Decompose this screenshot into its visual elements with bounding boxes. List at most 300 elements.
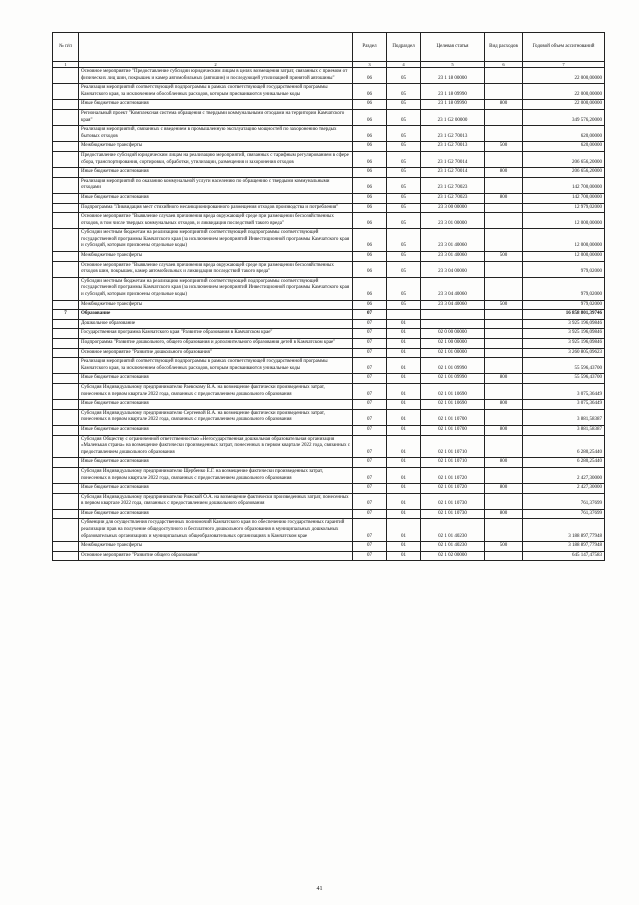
row-subsection: 01 xyxy=(387,339,421,349)
row-expense: 500 xyxy=(485,542,523,552)
row-amount: 16 858 801,39746 xyxy=(523,310,605,320)
row-expense xyxy=(485,519,523,542)
header-subsection: Подраздел xyxy=(387,33,421,62)
row-target: 02 1 01 10710 xyxy=(421,458,485,468)
row-amount: 12 000,00000 xyxy=(523,229,605,252)
table-row xyxy=(53,300,605,310)
row-expense xyxy=(485,203,523,213)
row-amount: 142 700,00000 xyxy=(523,193,605,203)
row-section: 07 xyxy=(353,358,387,374)
row-subsection: 01 xyxy=(387,425,421,435)
header-num: № п/п xyxy=(53,33,79,62)
table-row xyxy=(53,435,605,458)
row-section: 07 xyxy=(353,339,387,349)
column-number: 3 xyxy=(353,62,387,68)
row-section: 07 xyxy=(353,348,387,358)
page-number: 41 xyxy=(316,886,323,892)
row-name: Региональный проект "Комплексная система обращения с твердыми коммунальными отходами на территории Камчатского края" xyxy=(79,109,353,125)
row-subsection: 05 xyxy=(387,109,421,125)
row-subsection: 05 xyxy=(387,126,421,142)
row-expense: 500 xyxy=(485,142,523,152)
row-subsection: 05 xyxy=(387,300,421,310)
row-target: 02 1 01 40230 xyxy=(421,519,485,542)
row-subsection: 05 xyxy=(387,151,421,167)
row-expense xyxy=(485,493,523,509)
row-number xyxy=(53,435,79,458)
row-section: 06 xyxy=(353,84,387,100)
row-section: 06 xyxy=(353,151,387,167)
row-expense xyxy=(485,348,523,358)
row-section: 07 xyxy=(353,400,387,410)
table-row xyxy=(53,551,605,561)
row-amount: 3 925 196,09846 xyxy=(523,329,605,339)
row-section: 06 xyxy=(353,203,387,213)
row-target: 02 1 01 10730 xyxy=(421,493,485,509)
row-subsection: 01 xyxy=(387,519,421,542)
row-number xyxy=(53,551,79,561)
row-expense: 500 xyxy=(485,252,523,262)
row-amount: 6 280,25440 xyxy=(523,435,605,458)
row-name: Субсидия Индивидуальному предпринимателю Рижской О.А. на возмещение фактически произведенных затрат, понесенных в первом квартале 2022 года, связанных с предоставлением дошкольного образования xyxy=(79,493,353,509)
row-amount: 349 576,20000 xyxy=(523,109,605,125)
row-target: 02 1 01 09990 xyxy=(421,358,485,374)
row-amount: 2 427,30000 xyxy=(523,467,605,483)
row-amount: 55 596,43700 xyxy=(523,358,605,374)
row-number xyxy=(53,142,79,152)
row-target: 02 1 02 00000 xyxy=(421,551,485,561)
row-target xyxy=(421,310,485,320)
table-body xyxy=(53,68,605,561)
table-row xyxy=(53,493,605,509)
row-target: 23 3 04 40060 xyxy=(421,300,485,310)
row-target: 02 1 01 10720 xyxy=(421,467,485,483)
row-amount: 979,02000 xyxy=(523,261,605,277)
row-section: 07 xyxy=(353,374,387,384)
row-name: Межбюджетные трансферты xyxy=(79,252,353,262)
row-number xyxy=(53,229,79,252)
row-target: 02 1 01 10720 xyxy=(421,484,485,494)
row-target: 02 1 01 40230 xyxy=(421,542,485,552)
row-section: 07 xyxy=(353,329,387,339)
row-number xyxy=(53,168,79,178)
row-name: Субвенции для осуществления государственных полномочий Камчатского края по обеспечению государственных гарантий реализации прав на получение общедоступного и бесплатного дошкольного образования в муниципальных дошкольных образовательных организациях и муниципальных общеобразовательных организациях в Камчатском крае xyxy=(79,519,353,542)
row-expense xyxy=(485,358,523,374)
row-name: Основное мероприятие "Развитие дошкольного образования" xyxy=(79,348,353,358)
row-number xyxy=(53,358,79,374)
row-section: 06 xyxy=(353,109,387,125)
row-expense xyxy=(485,319,523,329)
row-subsection: 01 xyxy=(387,551,421,561)
row-subsection: 01 xyxy=(387,458,421,468)
table-row xyxy=(53,519,605,542)
table-row xyxy=(53,484,605,494)
row-amount: 22 000,00000 xyxy=(523,84,605,100)
column-number: 7 xyxy=(523,62,605,68)
row-expense xyxy=(485,310,523,320)
row-name: Реализация мероприятий, связанных с введением в промышленную эксплуатацию мощностей по захоронению твердых бытовых отходов xyxy=(79,126,353,142)
row-amount: 645 147,47583 xyxy=(523,551,605,561)
table-row xyxy=(53,458,605,468)
row-expense xyxy=(485,109,523,125)
row-number xyxy=(53,509,79,519)
row-amount: 55 596,43700 xyxy=(523,374,605,384)
row-name: Образование xyxy=(79,310,353,320)
row-amount: 761,37699 xyxy=(523,509,605,519)
row-amount: 620,00000 xyxy=(523,142,605,152)
row-amount: 22 000,00000 xyxy=(523,68,605,84)
row-name: Субсидия Индивидуальному предпринимателю Щербенко Е.Г. на возмещение фактически произведенных затрат, понесенных в первом квартале 2022 года, связанных с предоставлением дошкольного образования xyxy=(79,467,353,483)
table-row xyxy=(53,109,605,125)
table-row xyxy=(53,339,605,349)
row-amount: 22 000,00000 xyxy=(523,100,605,110)
row-expense xyxy=(485,277,523,300)
row-number xyxy=(53,277,79,300)
row-section: 06 xyxy=(353,142,387,152)
row-target: 23 3 00 00000 xyxy=(421,203,485,213)
row-number xyxy=(53,339,79,349)
header-name xyxy=(79,33,353,62)
row-name: Межбюджетные трансферты xyxy=(79,300,353,310)
row-subsection: 05 xyxy=(387,252,421,262)
row-target: 23 1 G2 70013 xyxy=(421,126,485,142)
row-name: Межбюджетные трансферты xyxy=(79,142,353,152)
row-expense xyxy=(485,339,523,349)
table-row xyxy=(53,193,605,203)
row-target: 23 3 01 40060 xyxy=(421,229,485,252)
row-target: 23 1 G2 70023 xyxy=(421,177,485,193)
row-subsection: 05 xyxy=(387,229,421,252)
column-number: 4 xyxy=(387,62,421,68)
column-number: 6 xyxy=(485,62,523,68)
row-amount: 979,02000 xyxy=(523,300,605,310)
row-subsection: 05 xyxy=(387,277,421,300)
row-name: Иные бюджетные ассигнования xyxy=(79,509,353,519)
row-number xyxy=(53,493,79,509)
row-expense xyxy=(485,409,523,425)
row-section: 07 xyxy=(353,484,387,494)
row-subsection: 01 xyxy=(387,348,421,358)
row-target: 23 3 01 40060 xyxy=(421,252,485,262)
row-name: Иные бюджетные ассигнования xyxy=(79,374,353,384)
table-row xyxy=(53,319,605,329)
row-amount: 3 075,36449 xyxy=(523,383,605,399)
table-row xyxy=(53,329,605,339)
table-row xyxy=(53,261,605,277)
row-name: Иные бюджетные ассигнования xyxy=(79,400,353,410)
row-expense: 800 xyxy=(485,484,523,494)
row-expense xyxy=(485,84,523,100)
row-target: 23 1 G2 70014 xyxy=(421,151,485,167)
row-name: Государственная программа Камчатского края "Развитие образования в Камчатском крае" xyxy=(79,329,353,339)
row-number xyxy=(53,151,79,167)
row-number xyxy=(53,484,79,494)
row-expense xyxy=(485,151,523,167)
table-row xyxy=(53,100,605,110)
row-section: 06 xyxy=(353,277,387,300)
row-subsection: 01 xyxy=(387,435,421,458)
row-expense xyxy=(485,177,523,193)
row-target: 23 1 18 09990 xyxy=(421,100,485,110)
table-row xyxy=(53,126,605,142)
table-row xyxy=(53,177,605,193)
row-name: Дошкольное образование xyxy=(79,319,353,329)
row-section: 06 xyxy=(353,100,387,110)
row-amount: 3 260 805,09623 xyxy=(523,348,605,358)
row-section: 06 xyxy=(353,261,387,277)
table-row xyxy=(53,509,605,519)
table-row xyxy=(53,374,605,384)
row-number xyxy=(53,383,79,399)
row-subsection: 01 xyxy=(387,509,421,519)
table-row xyxy=(53,229,605,252)
row-amount: 3 925 196,09846 xyxy=(523,339,605,349)
row-subsection: 05 xyxy=(387,142,421,152)
table-row xyxy=(53,252,605,262)
column-number: 1 xyxy=(53,62,79,68)
row-number xyxy=(53,300,79,310)
row-amount: 2 427,30000 xyxy=(523,484,605,494)
row-expense xyxy=(485,435,523,458)
row-subsection: 05 xyxy=(387,203,421,213)
row-number xyxy=(53,458,79,468)
row-section: 07 xyxy=(353,409,387,425)
row-amount: 6 280,25440 xyxy=(523,458,605,468)
row-name: Реализация мероприятий соответствующей подпрограммы в рамках соответствующей государственной программы Камчатского края, за исключением обособленных расходов, которым присваиваются уникальные коды xyxy=(79,358,353,374)
row-name: Иные бюджетные ассигнования xyxy=(79,193,353,203)
row-number xyxy=(53,409,79,425)
row-expense: 800 xyxy=(485,458,523,468)
row-subsection: 05 xyxy=(387,261,421,277)
table-row xyxy=(53,213,605,229)
row-number xyxy=(53,261,79,277)
row-subsection: 05 xyxy=(387,177,421,193)
row-subsection: 01 xyxy=(387,383,421,399)
row-section: 07 xyxy=(353,493,387,509)
row-expense: 800 xyxy=(485,400,523,410)
row-section: 07 xyxy=(353,519,387,542)
row-amount: 3 881,58387 xyxy=(523,409,605,425)
row-number xyxy=(53,100,79,110)
row-number xyxy=(53,319,79,329)
table-row xyxy=(53,542,605,552)
row-subsection: 01 xyxy=(387,484,421,494)
row-target: 23 1 G2 70013 xyxy=(421,142,485,152)
table-row xyxy=(53,277,605,300)
row-subsection: 01 xyxy=(387,467,421,483)
row-subsection: 05 xyxy=(387,84,421,100)
table-row xyxy=(53,84,605,100)
row-target: 23 1 G2 00000 xyxy=(421,109,485,125)
row-section: 07 xyxy=(353,467,387,483)
row-number xyxy=(53,84,79,100)
header-target: Целевая статья xyxy=(421,33,485,62)
row-amount: 12 000,00000 xyxy=(523,213,605,229)
row-section: 07 xyxy=(353,509,387,519)
row-target: 02 1 01 10690 xyxy=(421,383,485,399)
row-amount: 979,02000 xyxy=(523,277,605,300)
row-number: 7 xyxy=(53,310,79,320)
row-amount: 206 656,20000 xyxy=(523,151,605,167)
row-number xyxy=(53,109,79,125)
row-number xyxy=(53,542,79,552)
row-amount: 12 000,00000 xyxy=(523,252,605,262)
row-subsection: 05 xyxy=(387,68,421,84)
row-target xyxy=(421,319,485,329)
row-target: 23 1 18 00000 xyxy=(421,68,485,84)
row-number xyxy=(53,425,79,435)
table-row xyxy=(53,168,605,178)
table-row xyxy=(53,142,605,152)
row-name: Иные бюджетные ассигнования xyxy=(79,100,353,110)
row-target: 02 1 01 10690 xyxy=(421,400,485,410)
row-subsection: 01 xyxy=(387,374,421,384)
row-section: 07 xyxy=(353,310,387,320)
row-subsection xyxy=(387,310,421,320)
row-number xyxy=(53,519,79,542)
row-name: Реализация мероприятий по оказанию коммунальной услуги населению по обращению с твердыми коммунальными отходами xyxy=(79,177,353,193)
header-row xyxy=(53,33,605,62)
row-name: Основное мероприятие "Предоставление субсидии юридическим лицам в целях возмещения затрат, связанных с приемом от физических лиц шин, покрышек и камер автомобильных (автошин) и последующей утилизацией принятой автошины" xyxy=(79,68,353,84)
row-expense: 800 xyxy=(485,168,523,178)
row-section: 07 xyxy=(353,319,387,329)
row-subsection: 01 xyxy=(387,358,421,374)
row-section: 06 xyxy=(353,229,387,252)
row-expense xyxy=(485,551,523,561)
row-expense: 800 xyxy=(485,374,523,384)
table-row xyxy=(53,409,605,425)
row-subsection: 05 xyxy=(387,213,421,229)
row-section: 07 xyxy=(353,542,387,552)
table-row xyxy=(53,383,605,399)
row-expense xyxy=(485,213,523,229)
row-section: 07 xyxy=(353,551,387,561)
row-expense xyxy=(485,261,523,277)
row-number xyxy=(53,177,79,193)
row-section: 06 xyxy=(353,300,387,310)
row-name: Основное мероприятие "Развитие общего образования" xyxy=(79,551,353,561)
row-section: 07 xyxy=(353,383,387,399)
row-amount: 206 656,20000 xyxy=(523,168,605,178)
row-section: 06 xyxy=(353,168,387,178)
header-amount: Годовой объем ассигнований xyxy=(523,33,605,62)
row-name: Субсидия Индивидуальному предпринимателю Сергеевой В.А. на возмещение фактически произведенных затрат, понесенных в первом квартале 2022 года, связанных с предоставлением дошкольного образования xyxy=(79,409,353,425)
table-row xyxy=(53,467,605,483)
row-name: Иные бюджетные ассигнования xyxy=(79,168,353,178)
row-expense: 800 xyxy=(485,193,523,203)
row-name: Иные бюджетные ассигнования xyxy=(79,484,353,494)
table-row xyxy=(53,358,605,374)
header-section: Раздел xyxy=(353,33,387,62)
row-name: Предоставление субсидий юридическим лицам на реализацию мероприятий, связанных с тарифным регулированием в сфере сбора, транспортирования, сортировки, обработки, утилизации, размещения и захоронения отходов xyxy=(79,151,353,167)
row-amount: 3 075,36449 xyxy=(523,400,605,410)
row-name: Субсидии местным бюджетам на реализацию мероприятий соответствующей подпрограммы соответствующей государственной программы Камчатского края (за исключением мероприятий Инвестиционной программы Камчатского края и субсидий, которым присвоены отдельные коды) xyxy=(79,277,353,300)
row-subsection: 01 xyxy=(387,409,421,425)
row-expense: 800 xyxy=(485,100,523,110)
row-target: 23 3 04 00000 xyxy=(421,261,485,277)
row-name: Основное мероприятие "Выявление случаев причинения вреда окружающей среде при размещении бесхозяйственных отходов, в том числе твердых коммунальных отходов, и ликвидация последствий такого вреда" xyxy=(79,213,353,229)
column-number: 2 xyxy=(79,62,353,68)
row-target: 02 1 01 10710 xyxy=(421,435,485,458)
row-expense xyxy=(485,68,523,84)
row-name: Основное мероприятие "Выявление случаев причинения вреда окружающей среде при размещении бесхозяйственных отходов шин, покрышек, камер автомобильных и ликвидация последствий такого вреда" xyxy=(79,261,353,277)
row-amount: 3 188 897,77948 xyxy=(523,542,605,552)
row-name: Субсидия Обществу с ограниченной ответственностью «Негосударственная дошкольная образовательная организация «Маленькая страна» на возмещение фактически произведенных затрат, понесенных в первом квартале 2022 года, связанных с предоставлением дошкольного образования xyxy=(79,435,353,458)
row-number xyxy=(53,203,79,213)
row-name: Реализация мероприятий соответствующей подпрограммы в рамках соответствующей государственной программы Камчатского края, за исключением обособленных расходов, которым присваиваются уникальные коды xyxy=(79,84,353,100)
row-section: 06 xyxy=(353,68,387,84)
table-row xyxy=(53,348,605,358)
table-row xyxy=(53,310,605,320)
row-section: 07 xyxy=(353,458,387,468)
row-expense: 800 xyxy=(485,509,523,519)
row-number xyxy=(53,374,79,384)
row-expense xyxy=(485,229,523,252)
row-target: 02 1 01 00000 xyxy=(421,348,485,358)
row-number xyxy=(53,348,79,358)
row-target: 02 1 01 10700 xyxy=(421,425,485,435)
row-number xyxy=(53,400,79,410)
row-target: 23 3 01 00000 xyxy=(421,213,485,229)
table-row xyxy=(53,151,605,167)
row-number xyxy=(53,193,79,203)
row-name: Подпрограмма "Ликвидация мест стихийного несанкционированного размещения отходов производства и потребления" xyxy=(79,203,353,213)
budget-table xyxy=(52,32,605,561)
row-expense: 500 xyxy=(485,300,523,310)
row-amount: 620,00000 xyxy=(523,126,605,142)
row-target: 02 1 01 10730 xyxy=(421,509,485,519)
row-subsection: 01 xyxy=(387,400,421,410)
table-row xyxy=(53,203,605,213)
row-number xyxy=(53,68,79,84)
row-name: Субсидия Индивидуальному предпринимателю Раевскому В.А. на возмещение фактически произведенных затрат, понесенных в первом квартале 2022 года, связанных с предоставлением дошкольного образования xyxy=(79,383,353,399)
row-subsection: 05 xyxy=(387,168,421,178)
row-section: 06 xyxy=(353,213,387,229)
table-row xyxy=(53,68,605,84)
row-expense xyxy=(485,329,523,339)
row-target: 23 1 G2 70023 xyxy=(421,193,485,203)
row-subsection: 01 xyxy=(387,319,421,329)
row-subsection: 05 xyxy=(387,193,421,203)
row-expense xyxy=(485,467,523,483)
row-section: 06 xyxy=(353,177,387,193)
row-section: 06 xyxy=(353,193,387,203)
row-name: Субсидии местным бюджетам на реализацию мероприятий соответствующей подпрограммы соответствующей государственной программы Камчатского края (за исключением мероприятий Инвестиционной программы Камчатского края и субсидий, которым присвоены отдельные коды) xyxy=(79,229,353,252)
row-number xyxy=(53,126,79,142)
row-target: 23 1 G2 70014 xyxy=(421,168,485,178)
row-amount: 12 979,02000 xyxy=(523,203,605,213)
row-number xyxy=(53,467,79,483)
row-number xyxy=(53,329,79,339)
row-section: 06 xyxy=(353,126,387,142)
row-subsection: 01 xyxy=(387,542,421,552)
row-subsection: 05 xyxy=(387,100,421,110)
row-amount: 142 700,00000 xyxy=(523,177,605,193)
row-target: 23 1 18 09990 xyxy=(421,84,485,100)
row-name: Межбюджетные трансферты xyxy=(79,542,353,552)
table-row xyxy=(53,400,605,410)
row-target: 02 1 00 00000 xyxy=(421,339,485,349)
row-expense xyxy=(485,383,523,399)
row-section: 07 xyxy=(353,435,387,458)
row-name: Подпрограмма "Развитие дошкольного, общего образования и дополнительного образования детей в Камчатском крае" xyxy=(79,339,353,349)
row-target: 02 0 00 00000 xyxy=(421,329,485,339)
row-expense: 800 xyxy=(485,425,523,435)
row-section: 06 xyxy=(353,252,387,262)
row-number xyxy=(53,213,79,229)
column-number: 5 xyxy=(421,62,485,68)
row-number xyxy=(53,252,79,262)
table-row xyxy=(53,425,605,435)
